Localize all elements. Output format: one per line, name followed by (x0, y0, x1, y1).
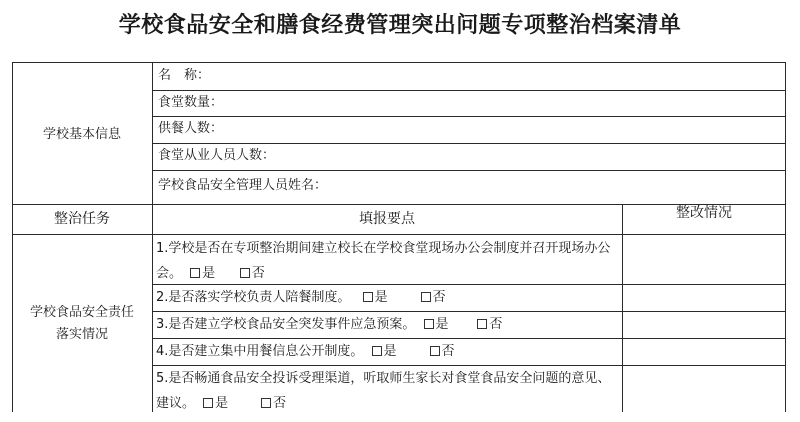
field-safety-manager: 学校食品安全管理人员姓名： (158, 178, 328, 193)
check-item (156, 289, 446, 307)
check-item-text: 2.是否落实学校负责人陪餐制度。 (156, 290, 351, 305)
no-label: 否 (489, 317, 503, 332)
header-bottom-line (12, 234, 786, 235)
no-label: 否 (432, 290, 446, 305)
field-staff-count: 食堂从业人员人数： (158, 148, 276, 163)
yes-checkbox[interactable] (203, 398, 213, 408)
row-divider (152, 143, 786, 144)
document-title: 学校食品安全和膳食经费管理突出问题专项整治档案清单 (118, 13, 682, 38)
check-item (156, 316, 502, 334)
yes-checkbox[interactable] (372, 346, 382, 356)
yes-label: 是 (435, 317, 449, 332)
section-label-line1: 学校食品安全责任 (29, 305, 134, 320)
no-checkbox[interactable] (261, 398, 271, 408)
section-label-line2: 落实情况 (55, 327, 108, 342)
table-border-left (12, 62, 13, 412)
field-name: 名 称： (158, 68, 211, 83)
no-checkbox[interactable] (421, 292, 431, 302)
table-border-right (785, 62, 786, 412)
no-label: 否 (441, 344, 455, 359)
yes-label: 是 (215, 396, 229, 411)
no-checkbox[interactable] (477, 319, 487, 329)
yes-checkbox[interactable] (190, 268, 200, 278)
row-divider (152, 90, 786, 91)
header-status: 整改情况 (676, 205, 732, 221)
check-item-text: 3.是否建立学校食品安全突发事件应急预案。 (156, 317, 416, 332)
check-item-text: 4.是否建立集中用餐信息公开制度。 (156, 344, 364, 359)
header-task: 整治任务 (54, 211, 110, 227)
yes-label: 是 (202, 266, 216, 281)
no-label: 否 (273, 396, 287, 411)
check-item (156, 236, 616, 286)
check-item-text: 1.学校是否在专项整治期间建立校长在学校食堂现场办公会制度并召开现场办公会。 (156, 241, 611, 281)
table-border-top (12, 62, 786, 63)
row-divider (152, 116, 786, 117)
no-label: 否 (251, 266, 265, 281)
row-divider (152, 170, 786, 171)
basic-info-label: 学校基本信息 (42, 127, 121, 142)
column-divider (152, 62, 153, 412)
row-divider (152, 311, 786, 312)
check-item (156, 343, 455, 361)
yes-checkbox[interactable] (424, 319, 434, 329)
field-meal-count: 供餐人数： (158, 121, 224, 136)
check-item-text: 5.是否畅通食品安全投诉受理渠道，听取师生家长对食堂食品安全问题的意见、建议。 (156, 371, 611, 411)
check-item (156, 366, 616, 416)
archive-table (12, 62, 786, 412)
yes-label: 是 (383, 344, 397, 359)
field-canteen-count: 食堂数量： (158, 95, 224, 110)
yes-checkbox[interactable] (363, 292, 373, 302)
row-divider (152, 338, 786, 339)
header-points: 填报要点 (359, 211, 415, 227)
column-divider (622, 204, 623, 412)
no-checkbox[interactable] (240, 268, 250, 278)
yes-label: 是 (374, 290, 388, 305)
no-checkbox[interactable] (430, 346, 440, 356)
